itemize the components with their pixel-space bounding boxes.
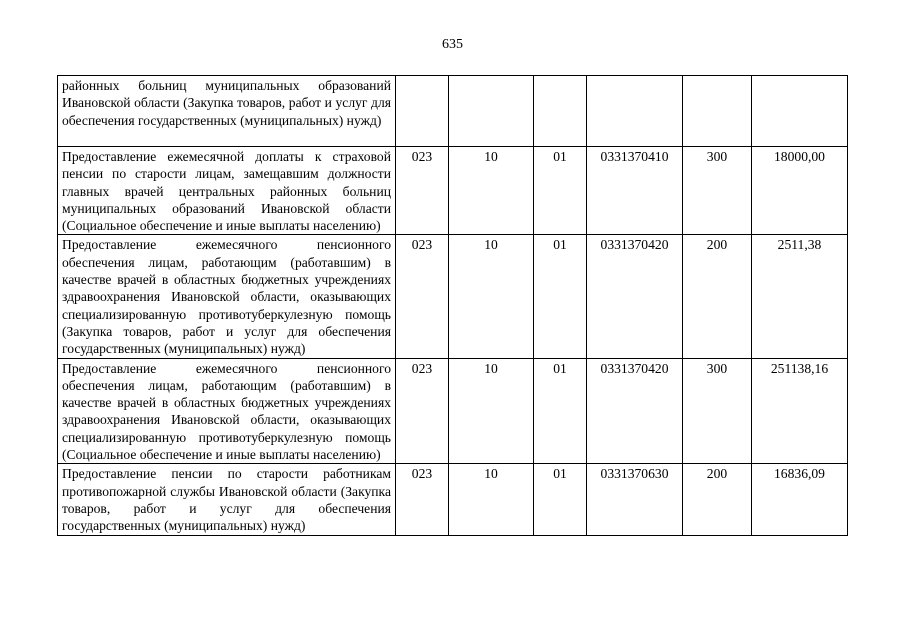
row-section-code: 10	[449, 235, 534, 358]
row-expense-type: 200	[683, 464, 752, 535]
row-section-code: 10	[449, 358, 534, 464]
row-subsection-code	[534, 76, 587, 147]
row-amount: 2511,38	[752, 235, 848, 358]
row-target-code: 0331370410	[587, 147, 683, 235]
page-number: 635	[442, 37, 463, 52]
row-subsection-code: 01	[534, 147, 587, 235]
budget-table	[57, 75, 848, 536]
row-description: Предоставление ежемесячной доплаты к страховой пенсии по старости лицам, замещавшим должности главных врачей центральных районных больниц муниципальных образований Ивановской области (Социальное обеспечение и иные выплаты населению)	[58, 147, 396, 235]
row-ministry-code: 023	[396, 464, 449, 535]
row-description: районных больниц муниципальных образований Ивановской области (Закупка товаров, работ и услуг для обеспечения государственных (муниципальных) нужд)	[58, 76, 396, 147]
table-row	[58, 76, 848, 147]
row-subsection-code: 01	[534, 358, 587, 464]
row-section-code: 10	[449, 147, 534, 235]
row-target-code	[587, 76, 683, 147]
table-row	[58, 464, 848, 535]
table-row	[58, 235, 848, 358]
row-amount: 251138,16	[752, 358, 848, 464]
row-section-code: 10	[449, 464, 534, 535]
row-section-code	[449, 76, 534, 147]
row-expense-type: 300	[683, 358, 752, 464]
row-amount: 16836,09	[752, 464, 848, 535]
row-target-code: 0331370630	[587, 464, 683, 535]
row-target-code: 0331370420	[587, 358, 683, 464]
row-target-code: 0331370420	[587, 235, 683, 358]
row-description: Предоставление пенсии по старости работникам противопожарной службы Ивановской области (Закупка товаров, работ и услуг для обеспечения государственных (муниципальных) нужд)	[58, 464, 396, 535]
row-expense-type: 300	[683, 147, 752, 235]
row-amount	[752, 76, 848, 147]
row-expense-type	[683, 76, 752, 147]
row-ministry-code: 023	[396, 358, 449, 464]
row-subsection-code: 01	[534, 235, 587, 358]
row-description: Предоставление ежемесячного пенсионного обеспечения лицам, работающим (работавшим) в качестве врачей в областных бюджетных учреждениях здравоохранения Ивановской области, оказывающих специализированную противотуберкулезную помощь (Закупка товаров, работ и услуг для обеспечения государственных (муниципальных) нужд)	[58, 235, 396, 358]
row-subsection-code: 01	[534, 464, 587, 535]
row-expense-type: 200	[683, 235, 752, 358]
row-ministry-code: 023	[396, 235, 449, 358]
row-ministry-code	[396, 76, 449, 147]
row-description: Предоставление ежемесячного пенсионного обеспечения лицам, работающим (работавшим) в качестве врачей в областных бюджетных учреждениях здравоохранения Ивановской области, оказывающих специализированную противотуберкулезную помощь (Социальное обеспечение и иные выплаты населению)	[58, 358, 396, 464]
table-row	[58, 147, 848, 235]
table-row	[58, 358, 848, 464]
row-amount: 18000,00	[752, 147, 848, 235]
row-ministry-code: 023	[396, 147, 449, 235]
